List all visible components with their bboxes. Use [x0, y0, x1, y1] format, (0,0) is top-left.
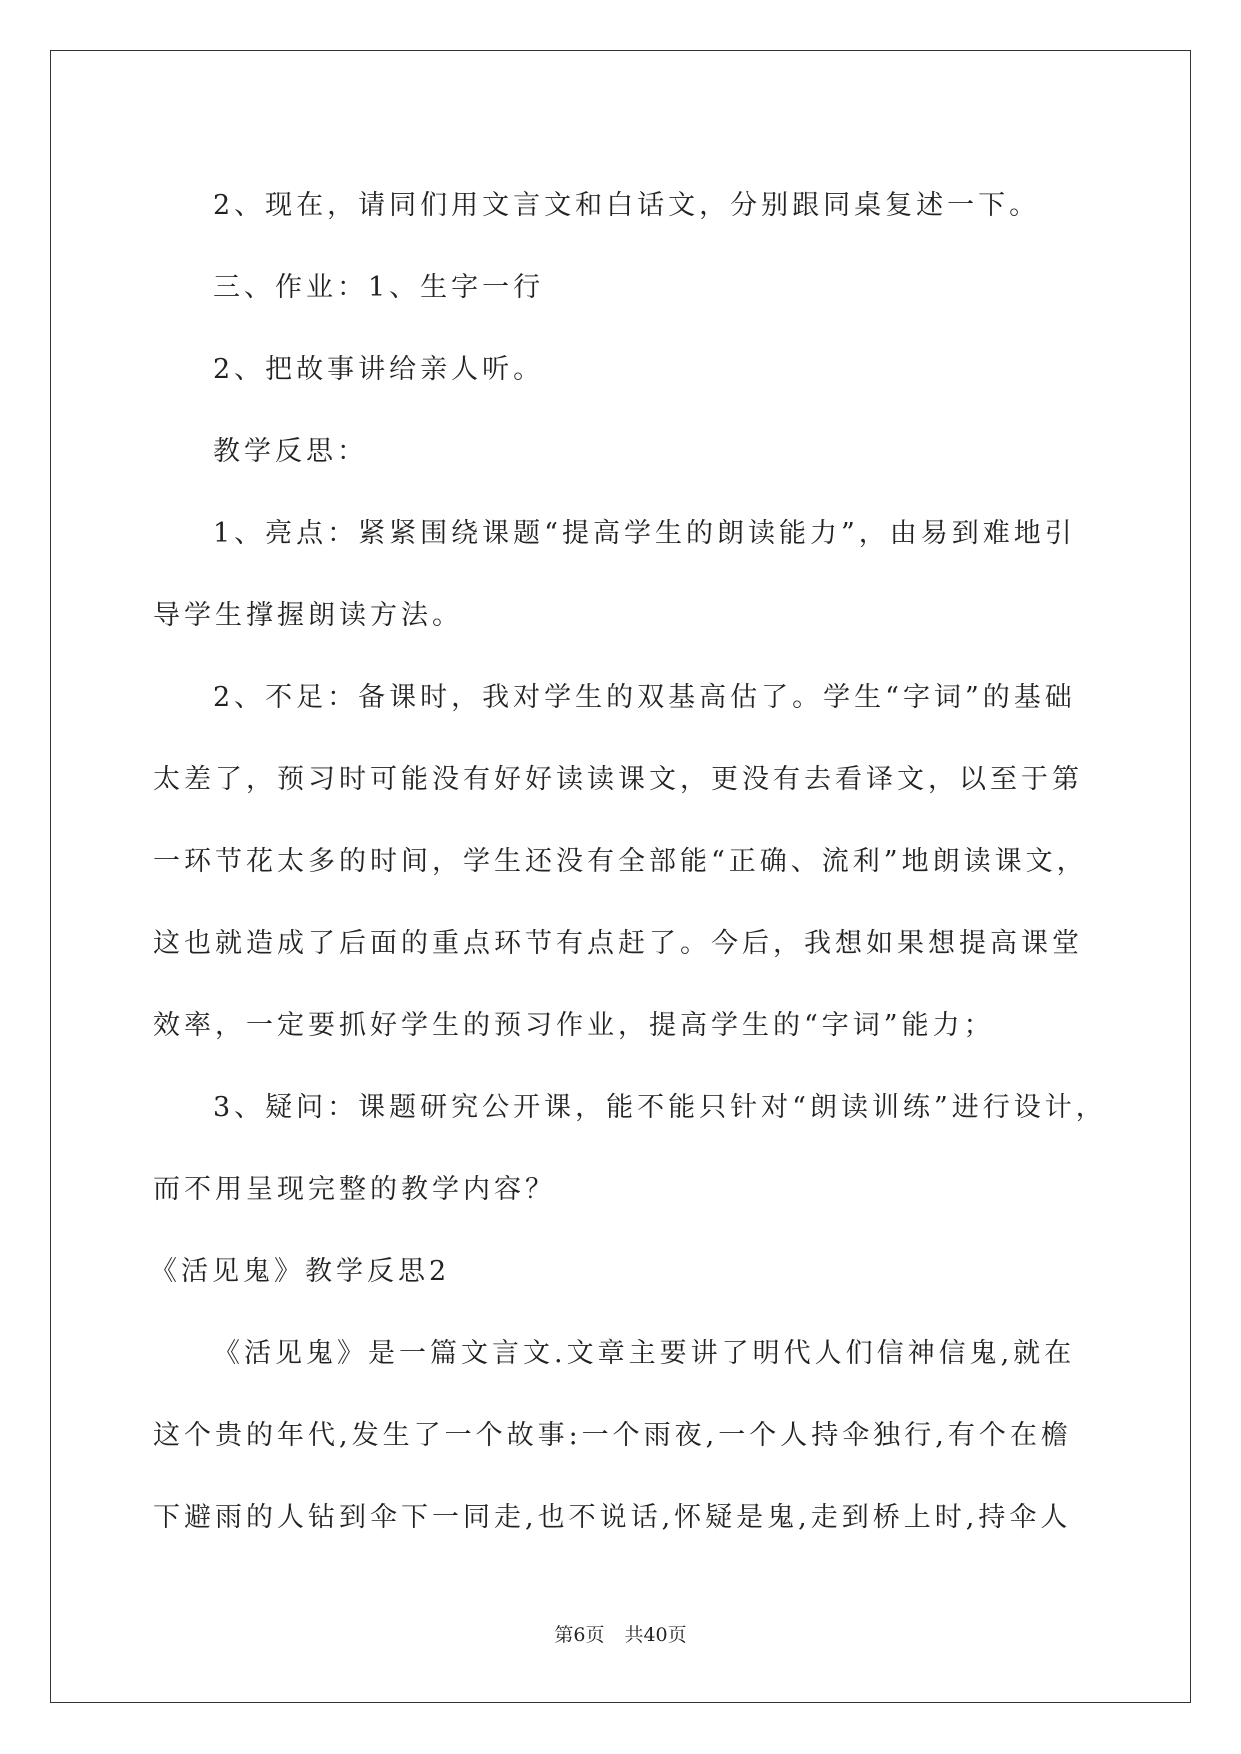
page-footer [0, 1620, 1241, 1647]
page-total: 共40页 [624, 1624, 687, 1646]
paragraph: 2、现在，请同们用文言文和白话文，分别跟同桌复述一下。 [213, 190, 1041, 221]
paragraph: 《活见鬼》是一篇文言文.文章主要讲了明代人们信神信鬼,就在 [213, 1338, 1076, 1369]
section-title: 教学反思： [213, 436, 368, 467]
paragraph-continuation: 下避雨的人钻到伞下一同走,也不说话,怀疑是鬼,走到桥上时,持伞人 [153, 1502, 1072, 1533]
paragraph-continuation: 效率，一定要抓好学生的预习作业，提高学生的“字词”能力； [153, 1010, 995, 1041]
paragraph: 2、把故事讲给亲人听。 [213, 354, 545, 385]
paragraph-continuation: 而不用呈现完整的教学内容？ [153, 1174, 556, 1205]
paragraph-continuation: 这也就造成了后面的重点环节有点赶了。今后，我想如果想提高课堂 [153, 928, 1083, 959]
paragraph-continuation: 一环节花太多的时间，学生还没有全部能“正确、流利”地朗读课文， [153, 846, 1088, 877]
paragraph-continuation: 太差了，预习时可能没有好好读读课文，更没有去看译文，以至于第 [153, 764, 1083, 795]
paragraph-continuation: 这个贵的年代,发生了一个故事:一个雨夜,一个人持伞独行,有个在檐 [153, 1420, 1072, 1451]
paragraph: 三、作业：1、生字一行 [213, 272, 545, 303]
article-heading: 《活见鬼》教学反思2 [150, 1256, 451, 1287]
paragraph: 1、亮点：紧紧围绕课题“提高学生的朗读能力”，由易到难地引 [213, 518, 1076, 549]
page-number: 第6页 [554, 1624, 605, 1646]
paragraph: 3、疑问：课题研究公开课，能不能只针对“朗读训练”进行设计， [213, 1092, 1107, 1123]
paragraph: 2、不足：备课时，我对学生的双基高估了。学生“字词”的基础 [213, 682, 1076, 713]
document-body [150, 165, 1107, 1559]
paragraph-continuation: 导学生撑握朗读方法。 [153, 600, 463, 631]
